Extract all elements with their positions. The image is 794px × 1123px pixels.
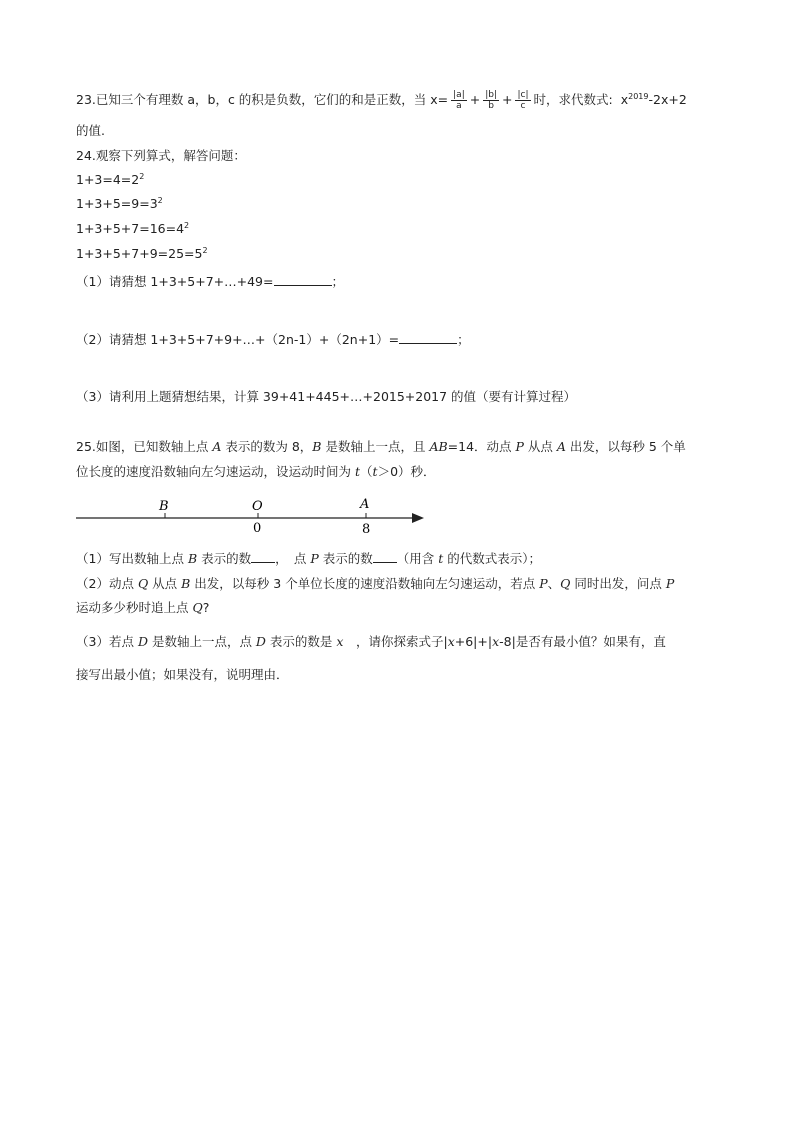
tick-label-0: 0	[253, 521, 262, 536]
q24-intro: 24.观察下列算式，解答问题：	[76, 148, 246, 163]
number-line-figure	[70, 492, 440, 542]
tick-label-8: 8	[362, 522, 371, 537]
q25-part-1: （1）写出数轴上点 B 表示的数 ， 点 P 表示的数 （用含 t 的代数式表示）；	[76, 551, 541, 566]
number-line-arrow	[412, 513, 424, 523]
q23-frac-b: $\frac{|b|}{b}$	[485, 90, 497, 111]
q23-expression: $x^{2019}-2x+2$	[620, 91, 687, 107]
q25-line1: 25.如图，已知数轴上点 A 表示的数为 8，B 是数轴上一点，且 AB=14．动点 P 从点 A 出发，以每秒 5 个单	[76, 439, 686, 454]
q23-prefix: 23.已知三个有理数 a，b，c 的积是负数，它们的和是正数，当 x=	[76, 92, 449, 107]
q24-part-3: （3）请利用上题猜想结果，计算 39+41+445+…+2015+2017 的值（要有计算过程）	[76, 389, 577, 404]
q25-part-3-line1: （3）若点 D 是数轴上一点，点 D 表示的数是 x ，请你探索式子|x+6|+|x-8|是否有最小值？如果有，直	[76, 634, 666, 649]
q25-part-3-line2: 接写出最小值；如果没有，说明理由．	[76, 667, 289, 682]
q23-frac-a: $\frac{|a|}{a}$	[453, 90, 465, 111]
q24-eq-2: $1+3+5=9=3^2$	[76, 195, 163, 211]
q24-part-2: （2）请猜想 1+3+5+7+9+…+（2n-1）+（2n+1）= ；	[76, 332, 470, 347]
q24-part-1: （1）请猜想 1+3+5+7+…+49= ；	[76, 274, 345, 289]
answer-blank	[274, 273, 332, 286]
q25-part-2-line2: 运动多少秒时追上点 Q?	[76, 600, 210, 615]
label-B: B	[159, 499, 169, 514]
label-O: O	[252, 499, 263, 514]
q24-eq-1: $1+3=4=2^2$	[76, 171, 145, 187]
q23-suffix: 时，求代数式:	[533, 92, 613, 107]
answer-blank	[373, 550, 397, 563]
q23-line1: 23.已知三个有理数 a，b，c 的积是负数，它们的和是正数，当 x= $\frac{|a|}{a}$ + $\frac{|b|}{b}$ + $\frac{|c|}{c}$ 时，求代数式: $x^{2019}-2x+2$	[76, 90, 687, 111]
q25-part-2-line1: （2）动点 Q 从点 B 出发，以每秒 3 个单位长度的速度沿数轴向左匀速运动，若点 P、Q 同时出发，问点 P	[76, 576, 675, 591]
q24-eq-4: $1+3+5+7+9=25=5^2$	[76, 245, 208, 261]
answer-blank	[251, 550, 275, 563]
q23-line2: 的值.	[76, 123, 105, 138]
q25-line2: 位长度的速度沿数轴向左匀速运动，设运动时间为 t（t＞0）秒．	[76, 464, 436, 479]
q24-eq-3: $1+3+5+7=16=4^2$	[76, 220, 190, 236]
answer-blank	[399, 331, 457, 344]
label-A: A	[360, 497, 370, 512]
q23-frac-c: $\frac{|c|}{c}$	[517, 90, 529, 111]
